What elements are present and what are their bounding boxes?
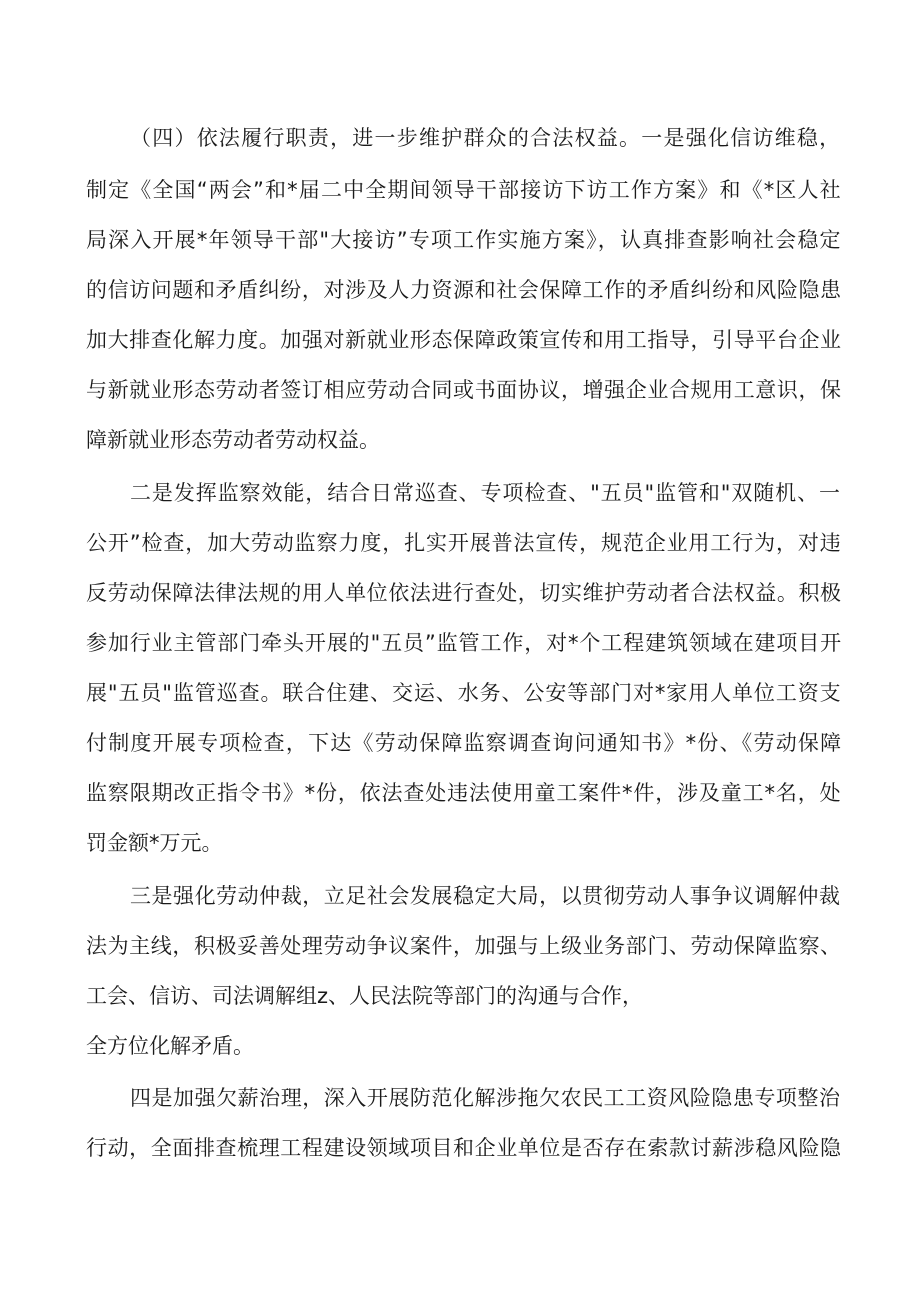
text-line: 三是强化劳动仲裁，立足社会发展稳定大局，以贯彻劳动人事争议调解仲裁: [130, 884, 841, 908]
text-line: 制定《全国“两会”和*届二中全期间领导干部接访下访工作方案》和《*区人社: [86, 178, 842, 202]
text-line: 罚金额*万元。: [86, 831, 223, 855]
text-line: 局深入开展*年领导干部"大接访”专项工作实施方案》，认真排查影响社会稳定: [86, 228, 842, 252]
text-line: 全方位化解矛盾。: [86, 1034, 254, 1058]
text-line: 展"五员"监管巡查。联合住建、交运、水务、公安等部门对*家用人单位工资支: [86, 681, 842, 705]
text-line: 与新就业形态劳动者签订相应劳动合同或书面协议，增强企业合规用工意识，保: [86, 378, 842, 402]
text-line: 法为主线，积极妥善处理劳动争议案件，加强与上级业务部门、劳动保障监察、: [86, 934, 842, 958]
text-line: 行动，全面排查梳理工程建设领域项目和企业单位是否存在索款讨薪涉稳风险隐: [86, 1136, 842, 1160]
text-line: 监察限期改正指令书》*份，依法查处违法使用童工案件*件，涉及童工*名，处: [86, 781, 842, 805]
text-line: 加大排查化解力度。加强对新就业形态保障政策宣传和用工指导，引导平台企业: [86, 328, 842, 352]
text-line: 障新就业形态劳动者劳动权益。: [86, 428, 380, 452]
text-line: 反劳动保障法律法规的用人单位依法进行查处，切实维护劳动者合法权益。积极: [86, 581, 842, 605]
text-line: 付制度开展专项检查，下达《劳动保障监察调查询问通知书》*份、《劳动保障: [86, 731, 843, 755]
text-line: 四是加强欠薪治理，深入开展防范化解涉拖欠农民工工资风险隐患专项整治: [130, 1086, 841, 1110]
text-line: （四）依法履行职责，进一步维护群众的合法权益。一是强化信访维稳，: [130, 126, 842, 150]
text-line: 参加行业主管部门牵头开展的"五员”监管工作，对*个工程建筑领域在建项目开: [86, 631, 843, 655]
text-line: 的信访问题和矛盾纠纷，对涉及人力资源和社会保障工作的矛盾纠纷和风险隐患: [86, 278, 842, 302]
text-line: 工会、信访、司法调解组z、人民法院等部门的沟通与合作，: [86, 984, 644, 1008]
text-line: 公开”检查，加大劳动监察力度，扎实开展普法宣传，规范企业用工行为，对违: [86, 531, 842, 555]
text-line: 二是发挥监察效能，结合日常巡查、专项检查、"五员"监管和"双随机、一: [130, 481, 841, 505]
